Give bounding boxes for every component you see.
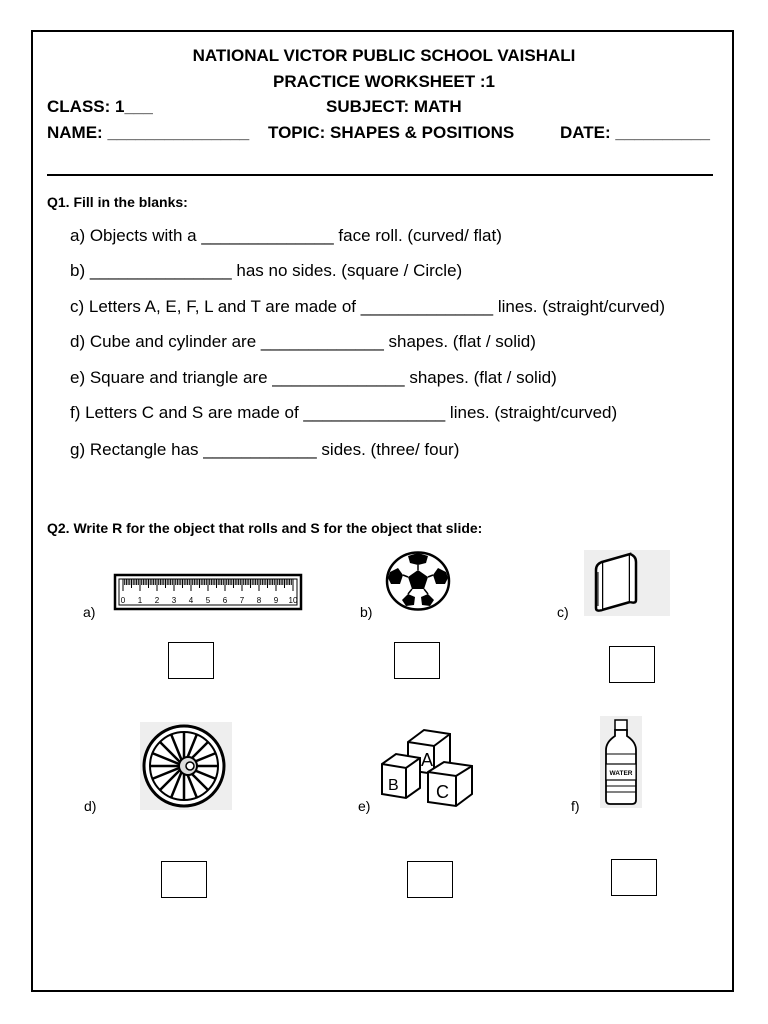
- answer-box-e[interactable]: [407, 861, 453, 898]
- q2-label-b: b): [360, 604, 373, 620]
- q2-label-d: d): [84, 798, 97, 814]
- ruler-number: 10: [288, 596, 298, 605]
- ruler-number: 0: [120, 596, 126, 605]
- q2-label-e: e): [358, 798, 371, 814]
- ruler-icon: [113, 573, 303, 611]
- ruler-number: 1: [137, 596, 143, 605]
- ruler-number: 3: [171, 596, 177, 605]
- answer-box-d[interactable]: [161, 861, 207, 898]
- ruler-number: 9: [273, 596, 279, 605]
- answer-box-f[interactable]: [611, 859, 657, 896]
- q1-item-c: c) Letters A, E, F, L and T are made of ______________ lines. (straight/curved): [70, 297, 666, 316]
- water-bottle-icon: [600, 716, 642, 808]
- answer-box-a[interactable]: [168, 642, 214, 679]
- block-letter-b: B: [388, 777, 399, 794]
- q1-title: Q1. Fill in the blanks:: [47, 194, 188, 210]
- q2-label-a: a): [83, 604, 96, 620]
- book-icon: [584, 550, 670, 616]
- football-icon: [384, 550, 452, 612]
- topic-label: TOPIC: SHAPES & POSITIONS: [268, 123, 515, 142]
- ruler-number: 7: [239, 596, 245, 605]
- school-name: NATIONAL VICTOR PUBLIC SCHOOL VAISHALI: [192, 46, 576, 65]
- class-label: CLASS: 1___: [47, 97, 153, 116]
- answer-box-c[interactable]: [609, 646, 655, 683]
- q1-item-e: e) Square and triangle are ______________ shapes. (flat / solid): [70, 368, 557, 387]
- answer-box-b[interactable]: [394, 642, 440, 679]
- ruler-number: 6: [222, 596, 228, 605]
- ruler-number: 8: [256, 596, 262, 605]
- q1-item-a: a) Objects with a ______________ face roll. (curved/ flat): [70, 226, 502, 245]
- ruler-number: 5: [205, 596, 211, 605]
- wheel-icon: [140, 722, 232, 810]
- date-label: DATE: __________: [560, 123, 710, 142]
- q1-item-f: f) Letters C and S are made of _______________ lines. (straight/curved): [70, 403, 618, 422]
- ruler-number: 4: [188, 596, 194, 605]
- bottle-label: WATER: [609, 770, 633, 777]
- ruler-number: 2: [154, 596, 160, 605]
- q2-title: Q2. Write R for the object that rolls and S for the object that slide:: [47, 520, 483, 536]
- header-divider: [47, 174, 713, 176]
- name-label: NAME: _______________: [47, 123, 250, 142]
- q1-item-d: d) Cube and cylinder are _____________ shapes. (flat / solid): [70, 332, 536, 351]
- q2-label-f: f): [571, 798, 580, 814]
- q1-item-b: b) _______________ has no sides. (square / Circle): [70, 261, 463, 280]
- abc-blocks-icon: [378, 724, 478, 810]
- block-letter-c: C: [436, 782, 449, 802]
- q1-item-g: g) Rectangle has ____________ sides. (three/ four): [70, 440, 460, 459]
- block-letter-a: A: [421, 750, 434, 770]
- subject-label: SUBJECT: MATH: [326, 97, 462, 116]
- q2-label-c: c): [557, 604, 569, 620]
- worksheet-title: PRACTICE WORKSHEET :1: [273, 72, 495, 91]
